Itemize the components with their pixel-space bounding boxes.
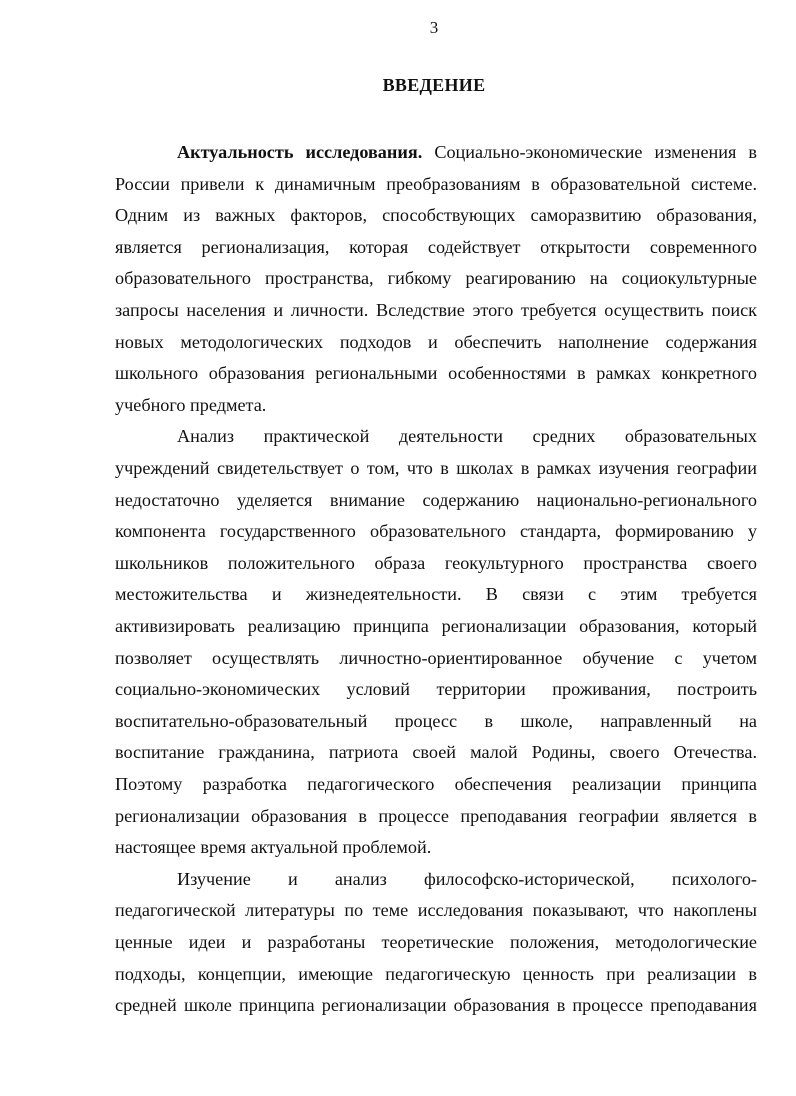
line-text: Поэтому разработка педагогического обеспечения реализации принципа xyxy=(115,774,757,794)
text-line xyxy=(115,773,757,795)
section-heading: ВВЕДЕНИЕ xyxy=(382,75,486,95)
line-text: школьного образования региональными особенностями в рамках конкретного xyxy=(115,363,757,384)
text-line xyxy=(115,236,757,258)
line-text: воспитательно-образовательный процесс в школе, направленный на xyxy=(115,710,757,731)
text-line xyxy=(115,204,757,226)
text-line xyxy=(115,583,757,605)
text-line xyxy=(115,710,757,732)
line-text: активизировать реализацию принципа регионализации образования, который xyxy=(115,616,757,636)
text-line xyxy=(115,994,757,1016)
text-line xyxy=(115,331,757,353)
line-text: компонента государственного образовательного стандарта, формированию у xyxy=(115,521,757,542)
text-line xyxy=(115,963,757,985)
line-text: настоящее время актуальной проблемой. xyxy=(115,837,432,858)
line-text: Социально-экономические изменения в xyxy=(422,142,757,162)
text-line xyxy=(115,647,757,669)
line-text: запросы населения и личности. Вследствие этого требуется осуществить поиск xyxy=(115,300,757,320)
page-number: 3 xyxy=(429,18,439,37)
text-line xyxy=(115,267,757,289)
line-text: Одним из важных факторов, способствующих саморазвитию образования, xyxy=(115,205,757,226)
line-text: Изучение и анализ философско-исторической, психолого- xyxy=(177,868,757,889)
line-text: является регионализация, которая содействует открытости современного xyxy=(115,236,757,257)
text-line xyxy=(115,899,757,921)
line-text: воспитание гражданина, патриота своей малой Родины, своего Отечества. xyxy=(115,742,757,763)
text-line xyxy=(115,836,757,858)
text-line xyxy=(115,741,757,763)
text-line xyxy=(115,552,757,574)
text-line xyxy=(115,520,757,542)
line-text: подходы, концепции, имеющие педагогическую ценность при реализации в xyxy=(115,963,757,984)
text-line xyxy=(115,931,757,953)
line-text: недостаточно уделяется внимание содержанию национально-регионального xyxy=(115,489,757,510)
line-text: позволяет осуществлять личностно-ориентированное обучение с учетом xyxy=(115,647,757,668)
text-line xyxy=(115,173,757,195)
line-text: Анализ практической деятельности средних образовательных xyxy=(177,426,757,447)
line-text: местожительства и жизнедеятельности. В связи с этим требуется xyxy=(115,584,757,605)
line-text: образовательного пространства, гибкому реагированию на социокультурные xyxy=(115,268,757,289)
line-text: регионализации образования в процессе преподавания географии является в xyxy=(115,805,757,826)
line-text: школьников положительного образа геокультурного пространства своего xyxy=(115,552,757,573)
line-text: учебного предмета. xyxy=(115,394,267,415)
text-line xyxy=(115,362,757,384)
bold-lead-in: Актуальность исследования. xyxy=(177,142,423,162)
text-line xyxy=(115,805,757,827)
text-line xyxy=(115,678,757,700)
text-line xyxy=(177,425,757,447)
line-text: средней школе принципа регионализации образования в процессе преподавания xyxy=(115,995,757,1016)
text-line xyxy=(115,489,757,511)
line-text: ценные идеи и разработаны теоретические положения, методологические xyxy=(115,932,757,952)
text-line xyxy=(115,394,757,416)
text-line xyxy=(177,868,757,890)
text-line xyxy=(115,615,757,637)
text-line xyxy=(115,299,757,321)
line-text: учреждений свидетельствует о том, что в школах в рамках изучения географии xyxy=(115,458,757,478)
text-line xyxy=(177,141,757,163)
line-text: педагогической литературы по теме исследования показывают, что накоплены xyxy=(115,900,757,921)
line-text: новых методологических подходов и обеспечить наполнение содержания xyxy=(115,331,757,352)
line-text: России привели к динамичным преобразованиям в образовательной системе. xyxy=(115,173,757,194)
text-line xyxy=(115,457,757,479)
line-text: социально-экономических условий территории проживания, построить xyxy=(115,679,757,700)
